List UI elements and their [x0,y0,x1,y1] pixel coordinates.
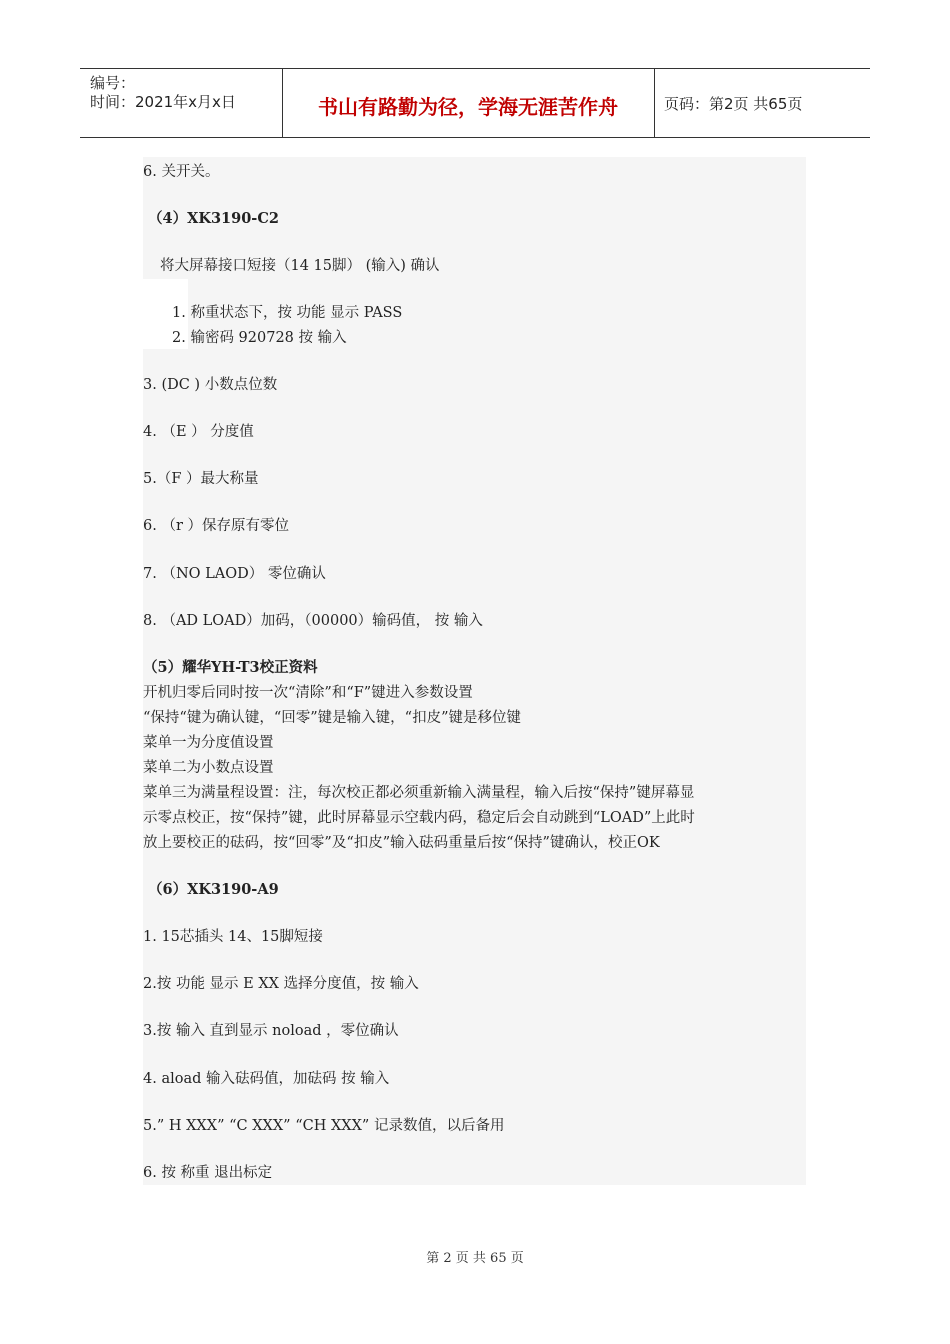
text-line: 5.（F ）最大称量 [143,471,259,487]
text-line: 5.” H XXX” “C XXX” “CH XXX” 记录数值，以后备用 [143,1118,505,1134]
text-line: 将大屏幕接口短接（14 15脚） (输入) 确认 [160,258,440,274]
text-line: 6. 关开关。 [143,164,220,180]
text-line: 6. 按 称重 退出标定 [143,1165,273,1181]
section-heading: （5）耀华YH-T3校正资料 [143,659,318,676]
text-line: 菜单二为小数点设置 [143,760,274,776]
text-line: 4. aload 输入砝码值，加砝码 按 输入 [143,1071,390,1087]
text-line: 4. （E ） 分度值 [143,424,254,440]
text-line: 8. （AD LOAD）加码，（00000）输码值， 按 输入 [143,613,483,629]
list-item: 2. 输密码 920728 按 输入 [172,330,347,346]
text-line: 6. （r ）保存原有零位 [143,518,289,534]
text-line: 1. 15芯插头 14、15脚短接 [143,929,323,945]
text-line: 开机归零后同时按一次“清除”和“F”键进入参数设置 [143,685,473,701]
text-line: 3. (DC ) 小数点位数 [143,377,278,393]
section-heading: （4）XK3190-C2 [148,210,279,227]
header-time-label: 时间：2021年x月x日 [90,93,236,111]
header-page-info: 页码：第2页 共65页 [664,95,803,113]
text-line: 2.按 功能 显示 E XX 选择分度值，按 输入 [143,976,419,992]
list-item: 1. 称重状态下，按 功能 显示 PASS [172,305,403,321]
text-line: 3.按 输入 直到显示 noload ，零位确认 [143,1023,399,1039]
header-number-label: 编号： [90,74,136,92]
page-footer: 第 2 页 共 65 页 [426,1251,524,1266]
text-line: 菜单一为分度值设置 [143,735,274,751]
text-line: 7. （NO LAOD） 零位确认 [143,566,326,582]
header-motto: 书山有路勤为径，学海无涯苦作舟 [318,95,618,119]
text-line: “保持“键为确认键，“回零”键是输入键，“扣皮”键是移位键 [143,710,521,726]
text-line: 放上要校正的砝码，按“回零”及“扣皮”输入砝码重量后按“保持”键确认，校正OK [143,835,660,851]
section-heading: （6）XK3190-A9 [148,881,279,898]
text-line: 菜单三为满量程设置：注，每次校正都必须重新输入满量程，输入后按“保持”键屏幕显 [143,785,695,801]
text-line: 示零点校正，按“保持”键，此时屏幕显示空载内码，稳定后会自动跳到“LOAD”上此时 [143,810,695,826]
